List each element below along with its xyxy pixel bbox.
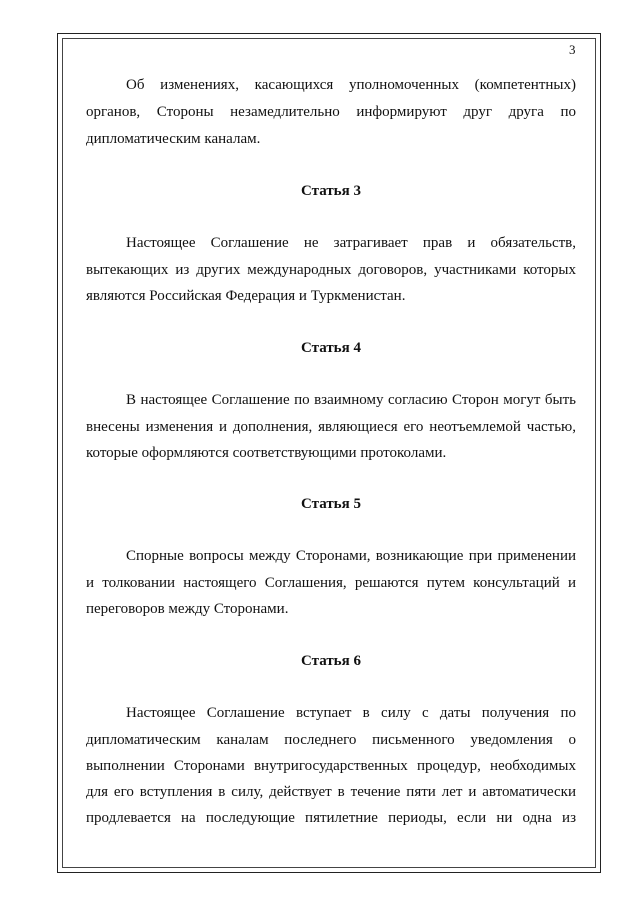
article-4-line-2: внесены изменения и дополнения, являющиеся его неотъемлемой частью,: [86, 419, 576, 435]
article-5-line-2: и толковании настоящего Соглашения, решаются путем консультаций и: [86, 575, 576, 591]
article-4-line-1: В настоящее Соглашение по взаимному согласию Сторон могут быть: [126, 392, 576, 408]
article-6-line-2: дипломатическим каналам последнего письменного уведомления о: [86, 732, 576, 748]
article-3-heading: Статья 3: [301, 183, 361, 199]
article-4-heading: Статья 4: [301, 340, 361, 356]
article-3-line-3: являются Российская Федерация и Туркменистан.: [86, 288, 406, 304]
intro-line-3: дипломатическим каналам.: [86, 131, 261, 147]
page-number: 3: [569, 42, 576, 57]
article-6-line-1: Настоящее Соглашение вступает в силу с даты получения по: [126, 705, 576, 721]
article-6-heading: Статья 6: [301, 653, 361, 669]
article-3-line-1: Настоящее Соглашение не затрагивает прав и обязательств,: [126, 235, 576, 251]
article-6-line-3: выполнении Сторонами внутригосударственных процедур, необходимых: [86, 758, 576, 774]
article-3-line-2: вытекающих из других международных договоров, участниками которых: [86, 262, 576, 278]
article-5-heading: Статья 5: [301, 496, 361, 512]
article-6-line-5: продлевается на последующие пятилетние периоды, если ни одна из: [86, 810, 576, 826]
intro-line-1: Об изменениях, касающихся уполномоченных (компетентных): [126, 77, 576, 93]
article-4-line-3: которые оформляются соответствующими протоколами.: [86, 445, 447, 461]
article-5-line-1: Спорные вопросы между Сторонами, возникающие при применении: [126, 548, 576, 564]
article-5-line-3: переговоров между Сторонами.: [86, 601, 289, 617]
article-6-line-4: для его вступления в силу, действует в течение пяти лет и автоматически: [86, 784, 576, 800]
intro-line-2: органов, Стороны незамедлительно информируют друг друга по: [86, 104, 576, 120]
